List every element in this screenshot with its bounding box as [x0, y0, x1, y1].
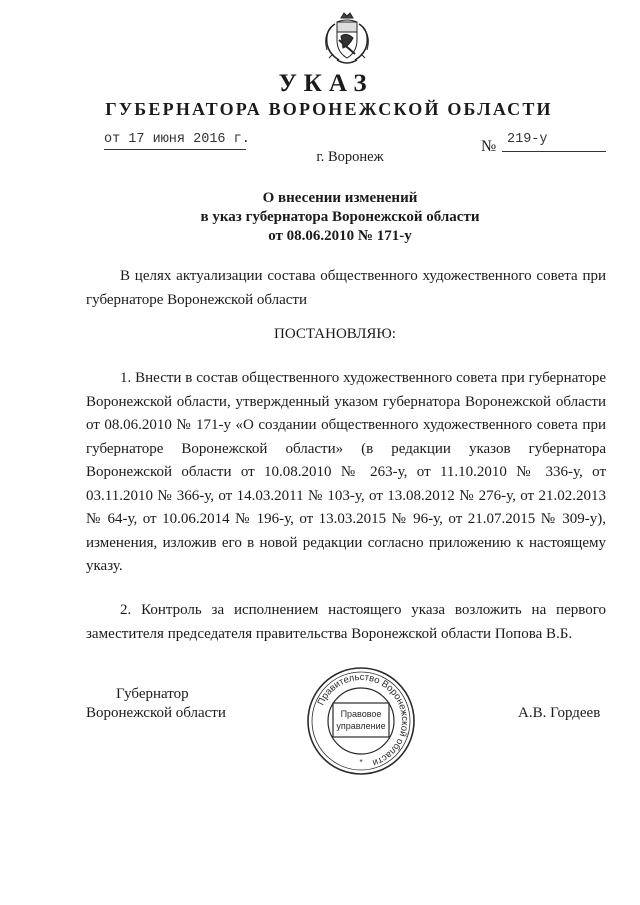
- item-2-paragraph: 2. Контроль за исполнением настоящего указа возложить на первого заместителя председателя правительства Воронежской области Попова В.Б.: [86, 602, 606, 642]
- city: г. Воронеж: [316, 149, 384, 165]
- number-label: №: [481, 138, 497, 155]
- preamble-paragraph: В целях актуализации состава общественного художественного совета при губернаторе Воронежской области: [86, 268, 606, 308]
- heading-line-2: в указ губернатора Воронежской области: [200, 209, 480, 225]
- signer-position-line-2: Воронежской области: [86, 705, 226, 721]
- document-title: УКАЗ: [278, 70, 374, 97]
- stamp-center-line-1: Правовое: [340, 709, 382, 719]
- decree-word: ПОСТАНОВЛЯЮ:: [274, 326, 396, 342]
- stamp-star-icon: *: [359, 758, 363, 767]
- heading-line-1: О внесении изменений: [262, 190, 418, 206]
- decree-date: от 17 июня 2016 г.: [104, 132, 250, 147]
- document-subtitle: ГУБЕРНАТОРА ВОРОНЕЖСКОЙ ОБЛАСТИ: [105, 99, 553, 119]
- stamp-center-line-2: управление: [336, 721, 386, 731]
- coat-of-arms-emblem: [315, 10, 379, 70]
- official-stamp: [305, 665, 417, 777]
- decree-heading: [0, 189, 640, 246]
- stamp-ring-text: Правительство Воронежской области: [315, 671, 411, 769]
- decree-number: 219-у: [507, 132, 548, 147]
- signer-position-line-1: Губернатор: [116, 686, 189, 702]
- signer-name: А.В. Гордеев: [518, 705, 601, 721]
- heading-line-3: от 08.06.2010 № 171-у: [268, 228, 412, 244]
- item-1-paragraph: 1. Внести в состав общественного художественного совета при губернаторе Воронежской области, утвержденный указом губернатора Воронежской области от 08.06.2010 № 171-у «О создании общественного художественного совета при губернаторе Воронежской области» (в редакции указов губернатора Воронежской области от 10.08.2010 № 263-у, от 11.10.2010 № 336-у, от 03.11.2010 № 366-у, от 14.03.2011 № 103-у, от 13.08.2012 № 276-у, от 21.02.2013 № 64-у, от 10.06.2014 № 196-у, от 13.03.2015 № 96-у, от 21.07.2015 № 309-у), изменения, изложив его в новой редакции согласно приложению к настоящему указу.: [86, 370, 606, 574]
